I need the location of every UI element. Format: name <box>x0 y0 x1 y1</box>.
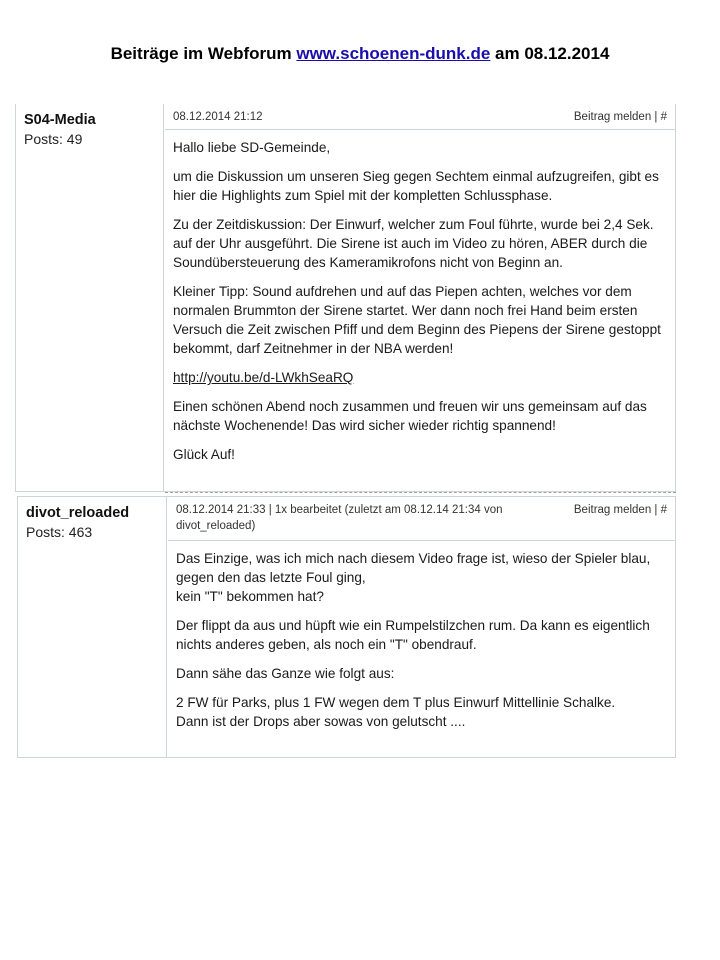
post-paragraph: Kleiner Tipp: Sound aufdrehen und auf das Piepen achten, welches vor dem normalen Brummton der Sirene startet. Wer dann noch frei Hand beim ersten Versuch die Zeit zwischen Pfiff und dem Beginn des Piepens der Sirene gestoppt bekommt, darf Zeitnehmer in der NBA werden! <box>173 284 661 356</box>
author-name[interactable]: divot_reloaded <box>26 505 130 521</box>
post-timestamp: 08.12.2014 21:33 | 1x bearbeitet (zuletzt am 08.12.14 21:34 von divot_reloaded) <box>176 504 503 532</box>
post-paragraph: um die Diskussion um unseren Sieg gegen Sechtem einmal aufzugreifen, gibt es hier die Highlights zum Spiel mit der kompletten Schlussphase. <box>173 169 659 203</box>
post-body <box>168 497 675 757</box>
post-meta-bar <box>168 497 675 541</box>
post-separator <box>165 492 676 493</box>
post-paragraph: Zu der Zeitdiskussion: Der Einwurf, welcher zum Foul führte, wurde bei 2,4 Sek. auf der Uhr ausgeführt. Die Sirene ist auch im Video zu hören, ABER durch die Soundübersteuerung des Kameramikrofons nicht von Beginn an. <box>173 217 654 270</box>
author-name[interactable]: S04-Media <box>24 112 96 128</box>
post-paragraph: Das Einzige, was ich mich nach diesem Video frage ist, wieso der Spieler blau, gegen den das letzte Foul ging, kein "T" bekommen hat? <box>176 551 651 604</box>
forum-post <box>15 104 676 492</box>
title-prefix: Beiträge im Webforum <box>110 44 297 63</box>
author-post-count: Posts: 463 <box>26 524 93 540</box>
post-content <box>165 130 675 464</box>
video-link-paragraph <box>173 368 665 387</box>
post-content <box>168 541 675 731</box>
post-paragraph: 2 FW für Parks, plus 1 FW wegen dem T plus Einwurf Mittellinie Schalke. Dann ist der Drops aber sowas von gelutscht .... <box>176 695 616 729</box>
video-link[interactable]: http://youtu.be/d-LWkhSeaRQ <box>173 370 354 385</box>
page-title <box>0 44 720 64</box>
post-meta-bar <box>165 104 675 130</box>
post-paragraph: Glück Auf! <box>173 447 235 462</box>
author-panel <box>18 497 167 757</box>
post-body <box>165 104 675 491</box>
post-paragraph: Der flippt da aus und hüpft wie ein Rumpelstilzchen rum. Da kann es eigentlich nichts anderes geben, als noch ein "T" obendrauf. <box>176 618 650 652</box>
report-post-link[interactable]: Beitrag melden | # <box>573 504 667 516</box>
report-post-link[interactable]: Beitrag melden | # <box>573 111 667 123</box>
post-paragraph: Hallo liebe SD-Gemeinde, <box>173 140 331 155</box>
post-paragraph: Einen schönen Abend noch zusammen und freuen wir uns gemeinsam auf das nächste Wochenende! Das wird sicher wieder richtig spannend! <box>173 399 647 433</box>
post-paragraph: Dann sähe das Ganze wie folgt aus: <box>176 666 395 681</box>
post-timestamp: 08.12.2014 21:12 <box>173 111 263 123</box>
forum-post <box>17 496 676 758</box>
author-panel <box>16 104 164 491</box>
site-link[interactable]: www.schoenen-dunk.de <box>296 44 491 63</box>
title-suffix: am 08.12.2014 <box>490 44 610 63</box>
author-post-count: Posts: 49 <box>24 131 83 147</box>
